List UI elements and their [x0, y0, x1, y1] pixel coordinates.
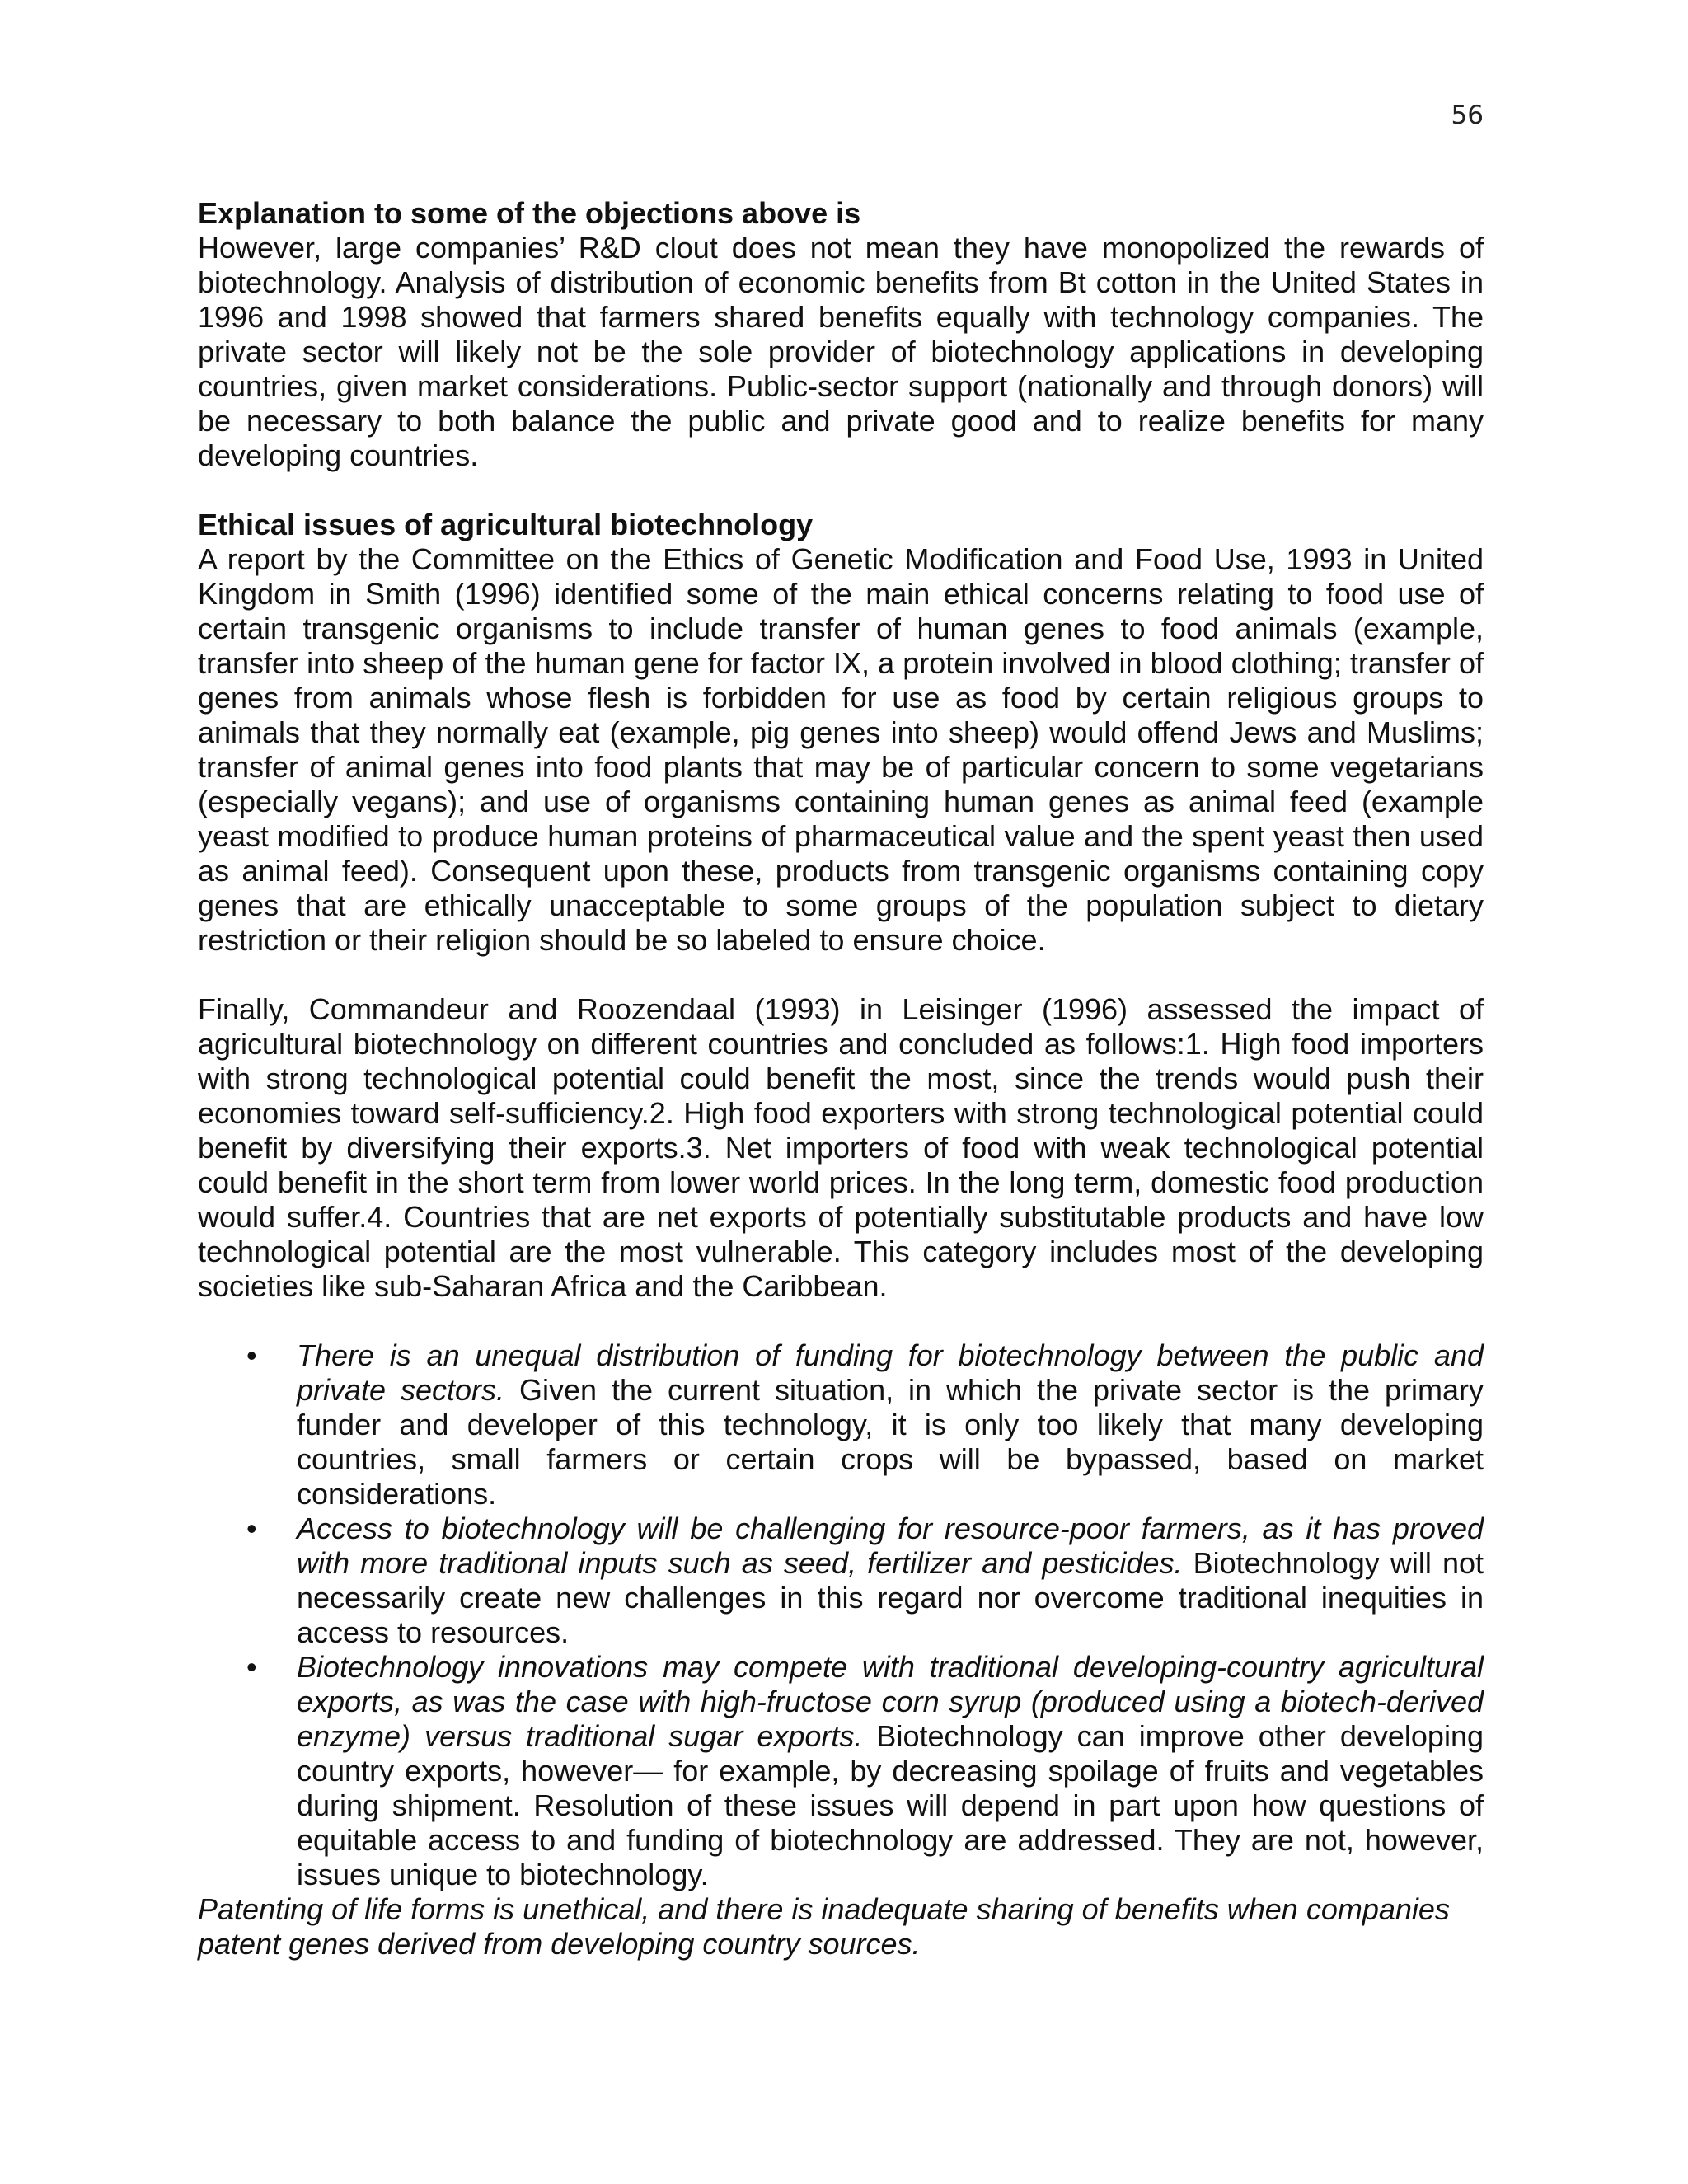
- bullet-plain-text: Biotechnology can improve other developing country exports, however— for example, by decreasing spoilage of fruits and vegetables during shipment. Resolution of these issues will depend in part upon how questions of equitable access to and funding of biotechnology are addressed. They are not, however, issues unique to biotechnology.: [297, 1719, 1484, 1891]
- bullet-italic-text: Access to biotechnology will be challenging for resource-poor farmers, as it has proved with more traditional inputs such as seed, fertilizer and pesticides.: [297, 1511, 1484, 1580]
- paragraph-objections-explanation: However, large companies’ R&D clout does not mean they have monopolized the rewards of biotechnology. Analysis of distribution of economic benefits from Bt cotton in the United States in 1996 and 1998 showed that farmers shared benefits equally with technology companies. The private sector will likely not be the sole provider of biotechnology applications in developing countries, given market considerations. Public-sector support (nationally and through donors) will be necessary to both balance the public and private good and to realize benefits for many developing countries.: [198, 231, 1484, 472]
- paragraph-ethical-issues: A report by the Committee on the Ethics of Genetic Modification and Food Use, 1993 in United Kingdom in Smith (1996) identified some of the main ethical concerns relating to food use of certain transgenic organisms to include transfer of human genes to food animals (example, transfer into sheep of the human gene for factor IX, a protein involved in blood clothing; transfer of genes from animals whose flesh is forbidden for use as food by certain religious groups to animals that they normally eat (example, pig genes into sheep) would offend Jews and Muslims; transfer of animal genes into food plants that may be of particular concern to some vegetarians (especially vegans); and use of organisms containing human genes as animal feed (example yeast modified to produce human proteins of pharmaceutical value and the spent yeast then used as animal feed). Consequent upon these, products from transgenic organisms containing copy genes that are ethically unacceptable to some groups of the population subject to dietary restriction or their religion should be so labeled to ensure choice.: [198, 542, 1484, 957]
- list-item: [198, 1338, 1484, 1511]
- paragraph-country-impact: Finally, Commandeur and Roozendaal (1993) in Leisinger (1996) assessed the impact of agricultural biotechnology on different countries and concluded as follows:1. High food importers with strong technological potential could benefit the most, since the trends would push their economies toward self-sufficiency.2. High food exporters with strong technological potential could benefit by diversifying their exports.3. Net importers of food with weak technological potential could benefit in the short term from lower world prices. In the long term, domestic food production would suffer.4. Countries that are net exports of potentially substitutable products and have low technological potential are the most vulnerable. This category includes most of the developing societies like sub-Saharan Africa and the Caribbean.: [198, 992, 1484, 1303]
- bullet-plain-text: Biotechnology will not necessarily create new challenges in this regard nor overcome traditional inequities in access to resources.: [297, 1546, 1484, 1649]
- list-item: [198, 1650, 1484, 1892]
- section-heading-ethical-issues: Ethical issues of agricultural biotechnology: [198, 508, 814, 541]
- closing-italic-statement: Patenting of life forms is unethical, and there is inadequate sharing of benefits when companies patent genes derived from developing country sources.: [198, 1892, 1450, 1961]
- bullet-icon: •: [246, 1338, 257, 1372]
- paragraph-spacer: [198, 1304, 1484, 1338]
- bullet-italic-text: Biotechnology innovations may compete with traditional developing-country agricultural exports, as was the case with high-fructose corn syrup (produced using a biotech-derived enzyme) versus traditional sugar exports.: [297, 1650, 1484, 1753]
- bullet-italic-text: There is an unequal distribution of funding for biotechnology between the public and private sectors.: [297, 1338, 1484, 1407]
- bullet-icon: •: [246, 1511, 257, 1545]
- bullet-icon: •: [246, 1650, 257, 1684]
- paragraph-spacer: [198, 958, 1484, 992]
- document-body: [198, 196, 1484, 1961]
- paragraph-spacer: [198, 473, 1484, 508]
- list-item: [198, 1511, 1484, 1650]
- bullet-plain-text: Given the current situation, in which the private sector is the primary funder and developer of this technology, it is only too likely that many developing countries, small farmers or certain crops will be bypassed, based on market considerations.: [297, 1373, 1484, 1511]
- section-heading-objections: Explanation to some of the objections above is: [198, 196, 861, 230]
- page-number: 56: [1451, 101, 1484, 130]
- bullet-list: [198, 1338, 1484, 1892]
